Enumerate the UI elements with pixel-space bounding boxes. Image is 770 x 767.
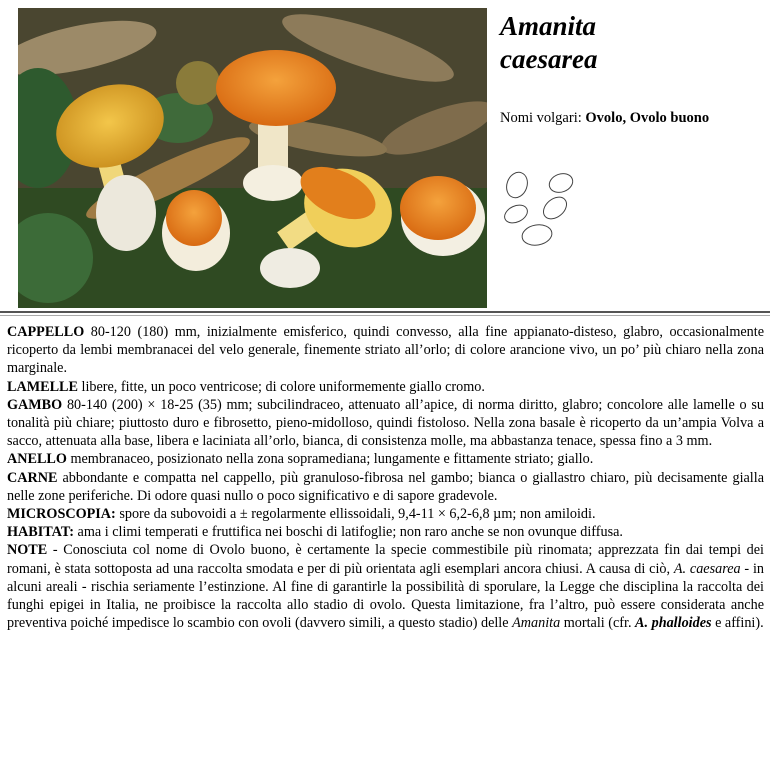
section-gambo — [7, 396, 764, 451]
label-note: NOTE — [7, 542, 48, 559]
text-gambo: 80-140 (200) × 18-25 (35) mm; subcilindraceo, attenuato all’apice, di norma diritto, glabro; concolore alle lamelle o su tonalità più chiare; piuttosto duro e fibrosetto, pieno-midolloso, quindi fistoloso. Nella zona basale è ricoperto da un’ampia Volva a sacco, attenuata alla base, libera e laciniata all’orlo, bianca, di consistenza molle, ma abbastanza tenace, spessa fino a 3 mm. — [7, 396, 764, 450]
common-names-label: Nomi volgari: — [500, 110, 582, 126]
species-epithet: caesarea — [500, 44, 598, 74]
text-note-bolditalic: A. phalloides — [635, 615, 712, 632]
text-note-1: - Conosciuta col nome di Ovolo buono, è certamente la specie commestibile più rinomata; apprezzata fin dai tempi dei romani, è stata sottoposta ad una raccolta smodata e per di più orientata agli esemplari ancora chiusi. A causa di ciò, — [7, 542, 764, 577]
text-note-2: - in alcuni areali - rischia seriamente l’estinzione. Al fine di garantirle la possibilità di sporulare, la Legge che disciplina la raccolta dei funghi epigei in Italia, ne proibisce la raccolta allo stadio di ovolo. Questa limitazione, fra l’altro, può essere considerata anche preventiva poiché impedisce lo scambio con ovoli (davvero simili, a questo stadio) delle — [7, 560, 764, 632]
text-habitat: ama i climi temperati e fruttifica nei boschi di latifoglie; non raro anche se non ovunque diffusa. — [74, 524, 623, 541]
label-anello: ANELLO — [7, 451, 67, 468]
text-note-italic-2: Amanita — [512, 615, 561, 632]
text-note-4: e affini). — [711, 615, 764, 632]
label-lamelle: LAMELLE — [7, 378, 78, 395]
section-microscopia — [7, 505, 764, 523]
spores-drawing — [500, 168, 580, 250]
mushroom-illustration — [18, 8, 487, 308]
label-gambo: GAMBO — [7, 396, 63, 413]
text-lamelle: libere, fitte, un poco ventricose; di colore uniformemente giallo cromo. — [77, 378, 485, 395]
section-note — [7, 541, 764, 632]
common-names — [500, 110, 709, 127]
text-microscopia: spore da subovoidi a ± regolarmente ellissoidali, 9,4-11 × 6,2-6,8 µm; non amiloidi. — [115, 506, 596, 523]
common-name-separator: , — [622, 110, 627, 126]
spores-icon — [500, 168, 580, 250]
section-anello — [7, 450, 764, 468]
species-genus: Amanita — [500, 11, 597, 41]
section-carne — [7, 469, 764, 505]
text-carne: abbondante e compatta nel cappello, più granuloso-fibrosa nel gambo; bianca o giallastro chiaro, più decisamente gialla nelle zone periferiche. Di odore quasi nullo o poco significativo e di sapore gradevole. — [7, 469, 764, 504]
text-note-3: mortali (cfr. — [560, 615, 636, 632]
section-habitat — [7, 523, 764, 541]
section-cappello — [7, 323, 764, 378]
section-lamelle — [7, 378, 764, 396]
text-cappello: 80-120 (180) mm, inizialmente emisferico, quindi convesso, alla fine appianato-disteso, glabro, occasionalmente ricoperto da lembi membranacei del velo generale, finemente striato all’orlo; di colore arancione vivo, un po’ più chiaro nella zona marginale. — [7, 324, 764, 377]
label-cappello: CAPPELLO — [7, 324, 85, 340]
text-note-italic-1: A. caesarea — [673, 560, 741, 577]
common-name-2: Ovolo buono — [629, 110, 710, 126]
text-anello: membranaceo, posizionato nella zona sopramediana; lungamente e fittamente striato; giallo. — [66, 451, 594, 468]
species-title — [500, 10, 597, 76]
species-description — [7, 323, 764, 632]
label-habitat: HABITAT: — [7, 524, 74, 541]
label-microscopia: MICROSCOPIA: — [7, 506, 116, 523]
common-name-1: Ovolo — [585, 110, 623, 126]
section-divider — [0, 311, 770, 313]
section-divider-thin — [0, 315, 770, 316]
mushroom-photo — [18, 8, 487, 308]
label-carne: CARNE — [7, 469, 58, 486]
